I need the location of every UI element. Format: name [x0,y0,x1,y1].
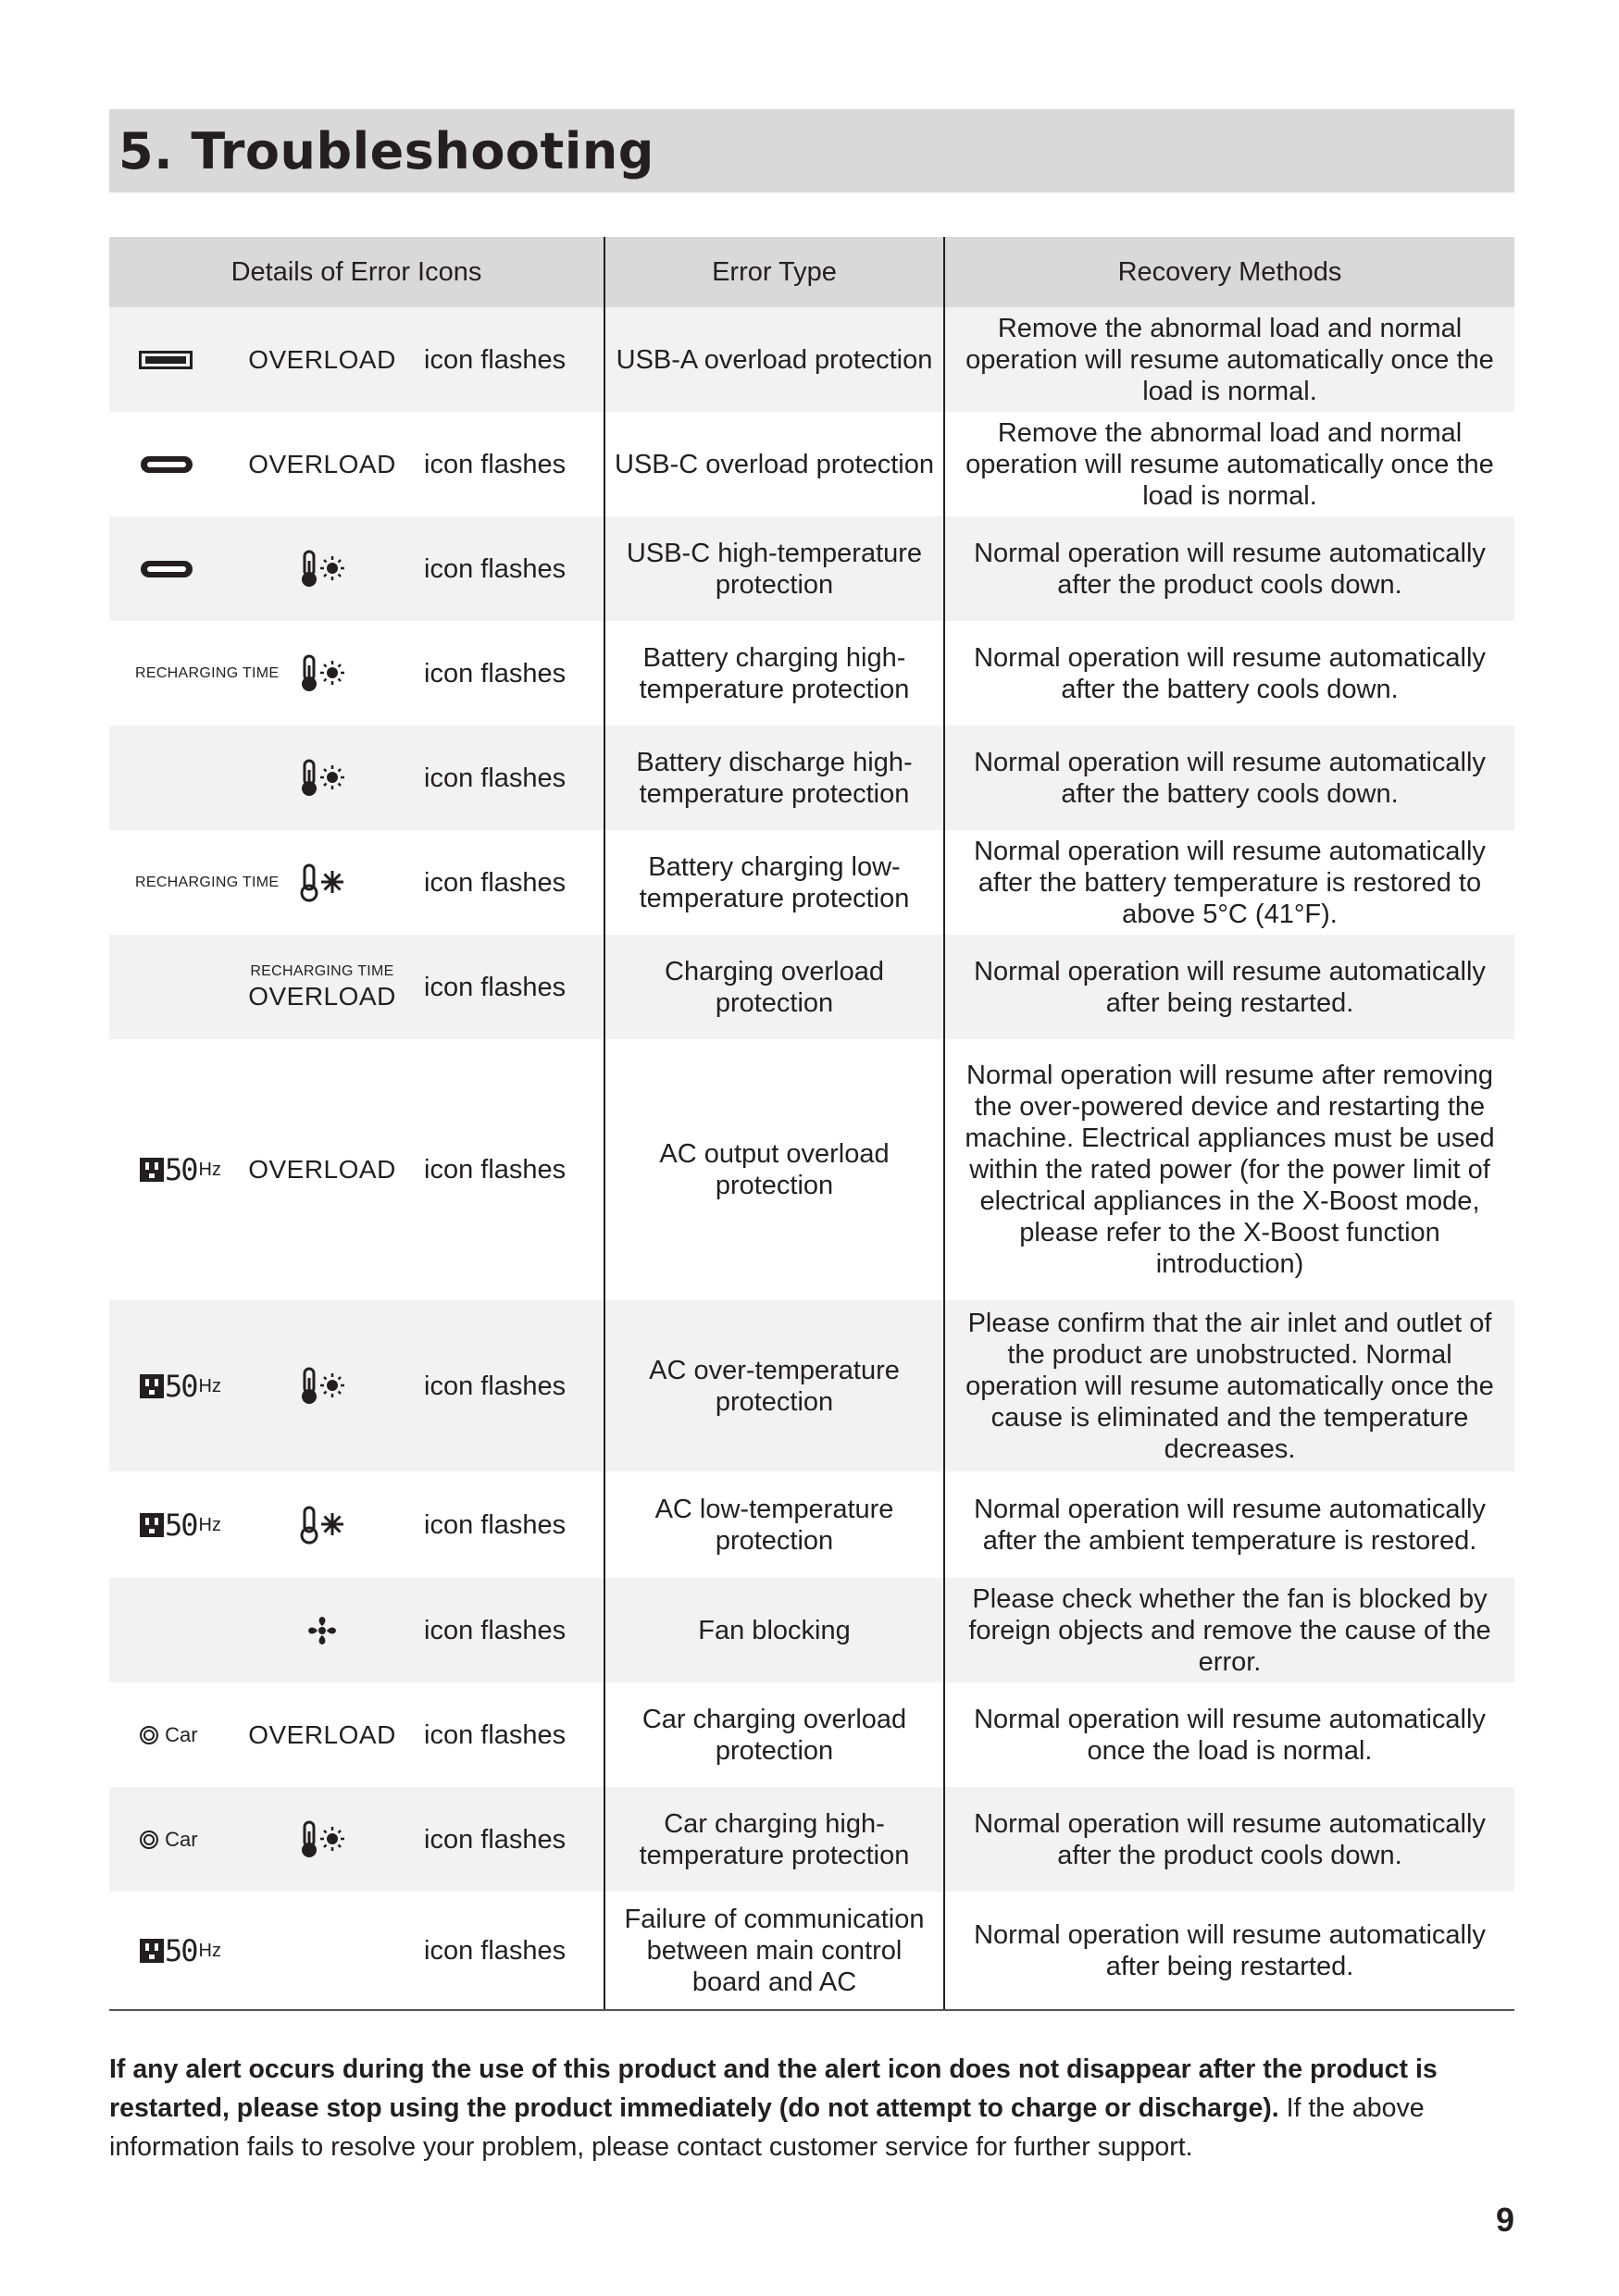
error-type-cell: Car charging high-temperature protection [604,1787,944,1892]
table-row [109,307,1514,412]
overload-label: OVERLOAD [248,1155,396,1184]
recovery-cell: Please check whether the fan is blocked by foreign objects and remove the cause of the error. [944,1578,1514,1682]
table-row [109,516,1514,621]
table-row [109,1892,1514,2010]
recharging-time-label: RECHARGING TIME [135,874,280,890]
usb-c-port-icon [139,559,194,579]
section-title-bar [109,109,1514,192]
recovery-cell: Normal operation will resume automatically after the battery cools down. [944,726,1514,830]
frequency-value: 50 [165,1152,197,1187]
recovery-cell: Normal operation will resume automatically after the battery temperature is restored to above 5°C (41°F). [974,836,1486,929]
usb-a-port-icon [139,350,193,370]
table-header-row [109,237,1514,307]
overload-label: OVERLOAD [248,449,396,478]
page-title: 5. Troubleshooting [118,121,654,180]
frequency-value: 50 [165,1932,197,1968]
table-row [109,412,1514,516]
frequency-unit: Hz [198,1514,221,1535]
error-type-cell: Fan blocking [604,1578,944,1682]
overload-label: OVERLOAD [248,1719,396,1749]
table-row [109,935,1514,1039]
error-type-cell: AC over-temperature protection [604,1300,944,1471]
icon-flashes-text: icon flashes [424,1509,567,1540]
recovery-cell: Remove the abnormal load and normal operation will resume automatically once the load is normal. [965,417,1494,511]
ac-outlet-icon [139,1157,165,1183]
ac-outlet-indicator [139,1932,221,1968]
error-type-cell: USB-C overload protection [604,412,944,516]
car-port-icon [139,1725,159,1745]
recovery-cell: Normal operation will resume automatically after being restarted. [944,935,1514,1039]
frequency-value: 50 [165,1368,197,1404]
table-row [109,1471,1514,1578]
high-temperature-icon [299,1367,345,1406]
error-type-cell: AC low-temperature protection [604,1471,944,1578]
overload-label: OVERLOAD [248,981,396,1011]
icon-flashes-text: icon flashes [424,1155,567,1185]
car-port-indicator [139,1719,198,1751]
icon-flashes-text: icon flashes [424,553,567,584]
error-type-cell: Battery charging low-temperature protection [604,830,944,935]
frequency-unit: Hz [198,1160,221,1180]
ac-outlet-icon [139,1512,165,1538]
table-row [109,830,1514,935]
recovery-cell: Normal operation will resume automatically after the battery cools down. [974,642,1486,704]
recovery-cell: Remove the abnormal load and normal operation will resume automatically once the load is normal. [944,307,1514,412]
troubleshooting-table [109,237,1514,2011]
frequency-unit: Hz [198,1375,221,1396]
low-temperature-icon [299,863,345,902]
icon-flashes-text: icon flashes [424,1935,567,1966]
error-type-cell: Charging overload protection [604,935,944,1039]
usb-c-port-icon [139,454,194,475]
error-type-cell: USB-C high-temperature protection [604,516,944,621]
icon-flashes-text: icon flashes [424,658,567,689]
error-type-cell: USB-A overload protection [604,307,944,412]
error-type-cell: Battery discharge high-temperature protection [604,726,944,830]
footnote-support: If the above information fails to resolve your problem, please contact customer service for further support. [109,2092,1425,2162]
recovery-cell: Normal operation will resume automatically after the product cools down. [944,516,1514,621]
high-temperature-icon [299,654,345,693]
icon-flashes-text: icon flashes [424,867,567,898]
ac-outlet-icon [139,1938,165,1964]
recovery-cell: Normal operation will resume automatically after the product cools down. [944,1787,1514,1892]
error-type-cell: Car charging overload protection [604,1682,944,1787]
icon-flashes-text: icon flashes [424,1615,567,1645]
frequency-value: 50 [165,1507,197,1543]
high-temperature-icon [299,550,345,589]
table-row [109,1787,1514,1892]
overload-label: OVERLOAD [248,344,396,374]
footnote-warning: If any alert occurs during the use of this product and the alert icon does not disappear after the product is restarted, please stop using the product immediately (do not attempt to charge or discharge). [109,2054,1438,2123]
icon-flashes-text: icon flashes [424,1719,567,1750]
car-label: Car [165,1827,198,1851]
low-temperature-icon [299,1506,345,1545]
fan-icon [305,1614,339,1647]
car-port-icon [139,1830,159,1850]
table-row [109,1039,1514,1300]
high-temperature-icon [299,759,345,798]
icon-flashes-text: icon flashes [424,972,567,1002]
recovery-cell: Normal operation will resume automatically after the ambient temperature is restored. [974,1494,1486,1556]
table-row [109,1578,1514,1682]
header-icons: Details of Error Icons [109,237,604,307]
icon-flashes-text: icon flashes [424,763,567,793]
ac-outlet-indicator [139,1509,221,1541]
icon-flashes-text: icon flashes [424,449,567,479]
recovery-cell: Normal operation will resume after removing the over-powered device and restarting the machine. Electrical appliances must be used within the rated power (for the power limit of electrical appliances in the X-Boost mode, please refer to the X-Boost function introduction) [965,1061,1495,1279]
frequency-unit: Hz [198,1940,221,1961]
header-recovery: Recovery Methods [944,237,1514,307]
ac-outlet-indicator [139,1368,221,1404]
recovery-cell: Normal operation will resume automatically after being restarted. [944,1892,1514,2010]
table-row [109,1682,1514,1787]
table-row [109,726,1514,830]
recharging-time-label: RECHARGING TIME [250,962,394,979]
high-temperature-icon [299,1820,345,1859]
recharging-time-label: RECHARGING TIME [135,664,280,681]
icon-flashes-text: icon flashes [424,1371,567,1401]
car-port-indicator [139,1824,198,1855]
icon-flashes-text: icon flashes [424,1824,567,1855]
ac-outlet-icon [139,1373,165,1399]
ac-outlet-indicator [139,1154,221,1185]
car-label: Car [165,1722,198,1746]
error-type-cell: AC output overload protection [604,1039,944,1300]
recovery-cell: Normal operation will resume automatically once the load is normal. [974,1704,1486,1766]
footnote [109,2050,1516,2166]
table-row [109,1300,1514,1471]
table-row [109,621,1514,726]
page-number: 9 [1495,2201,1514,2239]
recovery-cell: Please confirm that the air inlet and outlet of the product are unobstructed. Normal operation will resume automatically once the cause is eliminated and the temperature decreases. [944,1300,1514,1471]
icon-flashes-text: icon flashes [424,344,567,375]
header-error-type: Error Type [604,237,944,307]
error-type-cell: Failure of communication between main control board and AC [604,1892,944,2010]
error-type-cell: Battery charging high-temperature protection [604,621,944,726]
